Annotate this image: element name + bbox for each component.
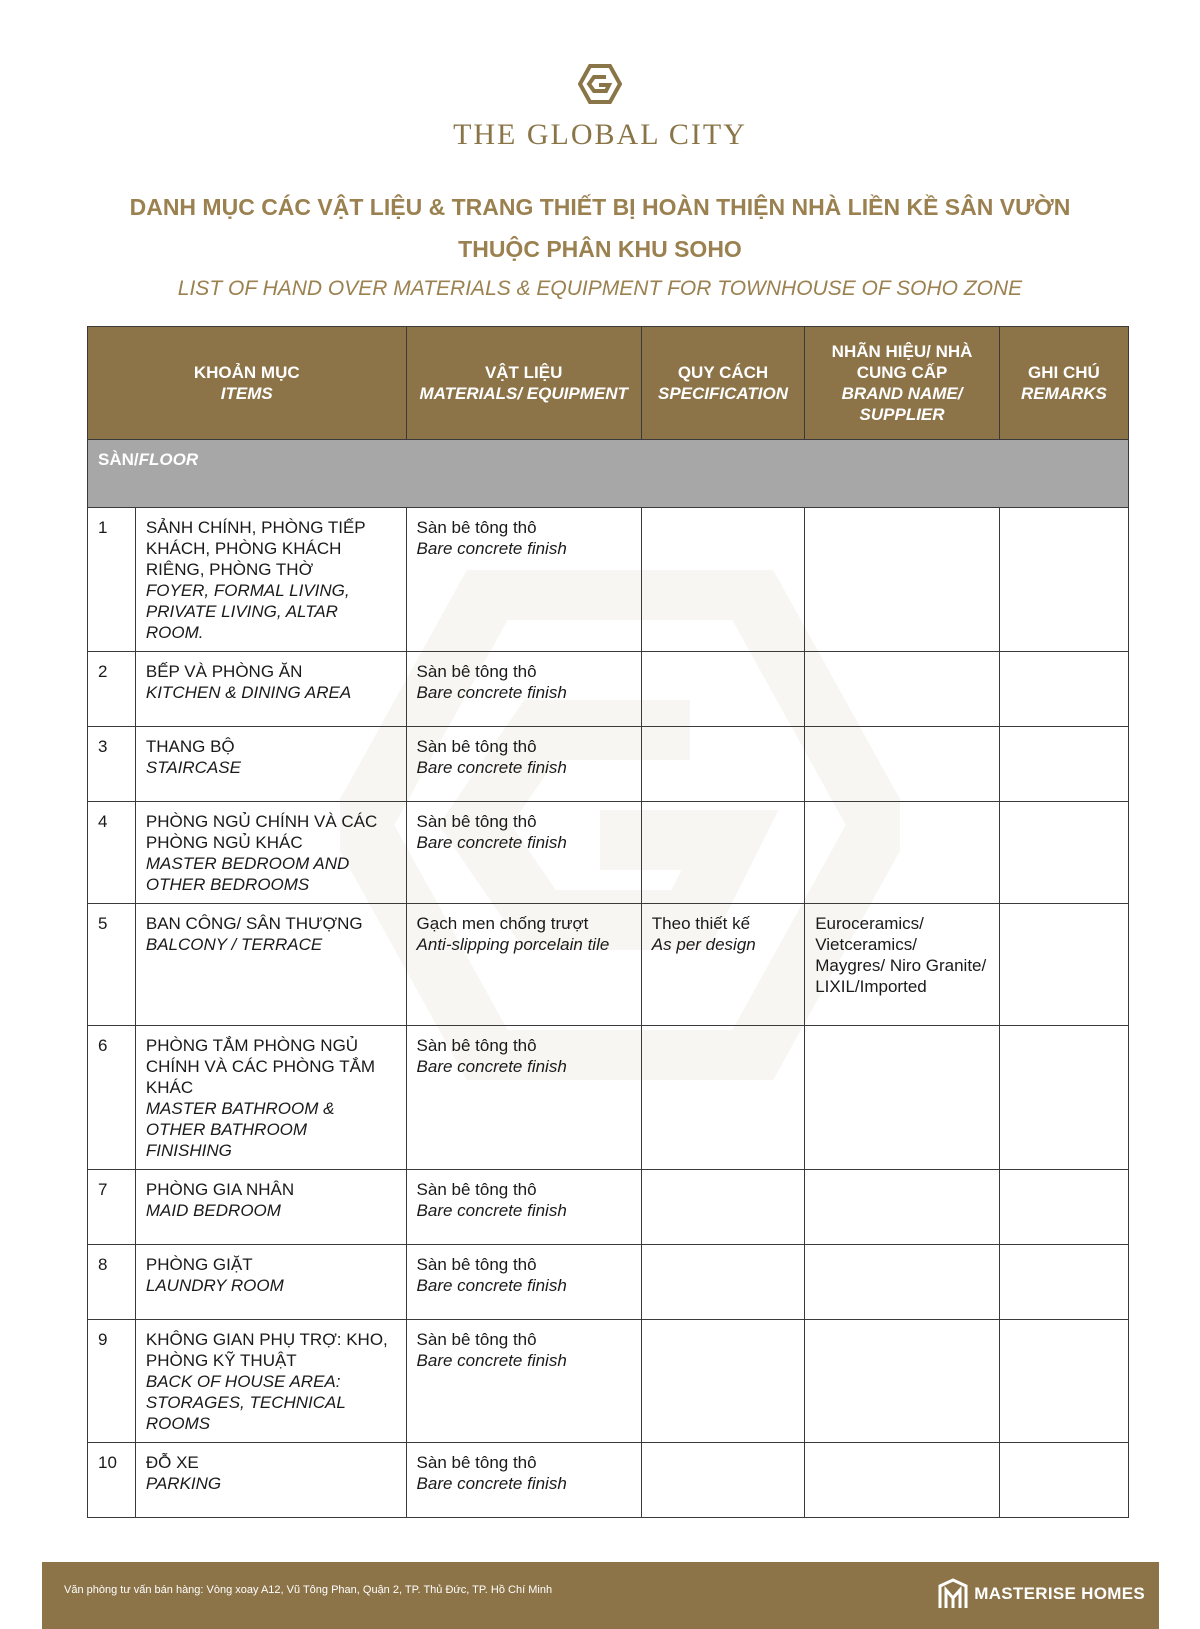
- header-specification: QUY CÁCH SPECIFICATION: [641, 327, 804, 440]
- spec-cell: [641, 652, 804, 727]
- item-cell: ĐỖ XE PARKING: [135, 1443, 406, 1518]
- material-cell: Sàn bê tông thô Bare concrete finish: [406, 1170, 641, 1245]
- item-cell: BAN CÔNG/ SÂN THƯỢNG BALCONY / TERRACE: [135, 904, 406, 1026]
- item-cell: PHÒNG NGỦ CHÍNH VÀ CÁC PHÒNG NGỦ KHÁC MASTER BEDROOM AND OTHER BEDROOMS: [135, 802, 406, 904]
- document-title-vi-line1: DANH MỤC CÁC VẬT LIỆU & TRANG THIẾT BỊ HOÀN THIỆN NHÀ LIỀN KỀ SÂN VƯỜN: [129, 194, 1071, 220]
- table-row: [88, 904, 1129, 1026]
- row-number: 4: [88, 802, 136, 904]
- material-cell: Sàn bê tông thô Bare concrete finish: [406, 1026, 641, 1170]
- remarks-cell: [999, 802, 1128, 904]
- brand-cell: [805, 802, 1000, 904]
- header-remarks: GHI CHÚ REMARKS: [999, 327, 1128, 440]
- material-cell: Sàn bê tông thô Bare concrete finish: [406, 1443, 641, 1518]
- remarks-cell: [999, 1026, 1128, 1170]
- table-row: [88, 508, 1129, 652]
- row-number: 9: [88, 1320, 136, 1443]
- brand-name: THE GLOBAL CITY: [453, 118, 747, 151]
- spec-cell: [641, 1443, 804, 1518]
- material-cell: Sàn bê tông thô Bare concrete finish: [406, 1245, 641, 1320]
- brand-cell: [805, 508, 1000, 652]
- spec-cell: [641, 1245, 804, 1320]
- item-cell: BẾP VÀ PHÒNG ĂN KITCHEN & DINING AREA: [135, 652, 406, 727]
- footer-bar: [42, 1562, 1159, 1629]
- spec-cell: Theo thiết kế As per design: [641, 904, 804, 1026]
- row-number: 2: [88, 652, 136, 727]
- header-items: KHOẢN MỤC ITEMS: [88, 327, 407, 440]
- spec-cell: [641, 802, 804, 904]
- remarks-cell: [999, 1320, 1128, 1443]
- table-row: [88, 727, 1129, 802]
- document-title-vi-line2: THUỘC PHÂN KHU SOHO: [458, 236, 742, 262]
- spec-cell: [641, 1026, 804, 1170]
- material-cell: Sàn bê tông thô Bare concrete finish: [406, 508, 641, 652]
- brand-cell: Euroceramics/ Vietceramics/ Maygres/ Niro Granite/ LIXIL/Imported: [805, 904, 1000, 1026]
- row-number: 3: [88, 727, 136, 802]
- remarks-cell: [999, 508, 1128, 652]
- document-title-en: LIST OF HAND OVER MATERIALS & EQUIPMENT FOR TOWNHOUSE OF SOHO ZONE: [177, 277, 1023, 300]
- table-row: [88, 1320, 1129, 1443]
- material-cell: Sàn bê tông thô Bare concrete finish: [406, 802, 641, 904]
- brand-cell: [805, 1170, 1000, 1245]
- masterise-homes-logo-icon: [938, 1578, 968, 1610]
- row-number: 1: [88, 508, 136, 652]
- table-header-row: [88, 327, 1129, 440]
- masterise-homes-logo: [938, 1578, 1145, 1610]
- item-cell: PHÒNG GIA NHÂN MAID BEDROOM: [135, 1170, 406, 1245]
- remarks-cell: [999, 1443, 1128, 1518]
- spec-cell: [641, 1170, 804, 1245]
- spec-cell: [641, 1320, 804, 1443]
- remarks-cell: [999, 727, 1128, 802]
- material-cell: Sàn bê tông thô Bare concrete finish: [406, 652, 641, 727]
- brand-cell: [805, 1245, 1000, 1320]
- global-city-logo-icon: [578, 64, 622, 104]
- footer-address: Văn phòng tư vấn bán hàng: Vòng xoay A12, Vũ Tông Phan, Quận 2, TP. Thủ Đức, TP. Hồ Chí Minh: [64, 1584, 553, 1596]
- item-cell: PHÒNG GIẶT LAUNDRY ROOM: [135, 1245, 406, 1320]
- item-cell: KHÔNG GIAN PHỤ TRỢ: KHO, PHÒNG KỸ THUẬT BACK OF HOUSE AREA: STORAGES, TECHNICAL ROOMS: [135, 1320, 406, 1443]
- table-row: [88, 652, 1129, 727]
- brand-cell: [805, 652, 1000, 727]
- table-row: [88, 1026, 1129, 1170]
- section-label: SÀN/FLOOR: [88, 440, 1129, 508]
- item-cell: PHÒNG TẮM PHÒNG NGỦ CHÍNH VÀ CÁC PHÒNG TẮM KHÁC MASTER BATHROOM & OTHER BATHROOM FINISHING: [135, 1026, 406, 1170]
- brand-cell: [805, 1443, 1000, 1518]
- spec-cell: [641, 727, 804, 802]
- section-row-floor: [88, 440, 1129, 508]
- row-number: 10: [88, 1443, 136, 1518]
- table-row: [88, 1245, 1129, 1320]
- header-materials: VẬT LIỆU MATERIALS/ EQUIPMENT: [406, 327, 641, 440]
- row-number: 7: [88, 1170, 136, 1245]
- brand-cell: [805, 727, 1000, 802]
- remarks-cell: [999, 1170, 1128, 1245]
- footer-brand: MASTERISE HOMES: [974, 1584, 1145, 1603]
- brand-cell: [805, 1026, 1000, 1170]
- table-row: [88, 1170, 1129, 1245]
- global-city-logo: [0, 64, 1200, 104]
- header-brand-supplier: NHÃN HIỆU/ NHÀ CUNG CẤP BRAND NAME/ SUPPLIER: [805, 327, 1000, 440]
- materials-table: [87, 326, 1129, 1518]
- row-number: 6: [88, 1026, 136, 1170]
- material-cell: Sàn bê tông thô Bare concrete finish: [406, 1320, 641, 1443]
- table-row: [88, 802, 1129, 904]
- item-cell: THANG BỘ STAIRCASE: [135, 727, 406, 802]
- remarks-cell: [999, 652, 1128, 727]
- table-row: [88, 1443, 1129, 1518]
- row-number: 8: [88, 1245, 136, 1320]
- brand-cell: [805, 1320, 1000, 1443]
- remarks-cell: [999, 1245, 1128, 1320]
- item-cell: SẢNH CHÍNH, PHÒNG TIẾP KHÁCH, PHÒNG KHÁCH RIÊNG, PHÒNG THỜ FOYER, FORMAL LIVING, PRIVATE LIVING, ALTAR ROOM.: [135, 508, 406, 652]
- material-cell: Sàn bê tông thô Bare concrete finish: [406, 727, 641, 802]
- remarks-cell: [999, 904, 1128, 1026]
- material-cell: Gạch men chống trượt Anti-slipping porcelain tile: [406, 904, 641, 1026]
- row-number: 5: [88, 904, 136, 1026]
- spec-cell: [641, 508, 804, 652]
